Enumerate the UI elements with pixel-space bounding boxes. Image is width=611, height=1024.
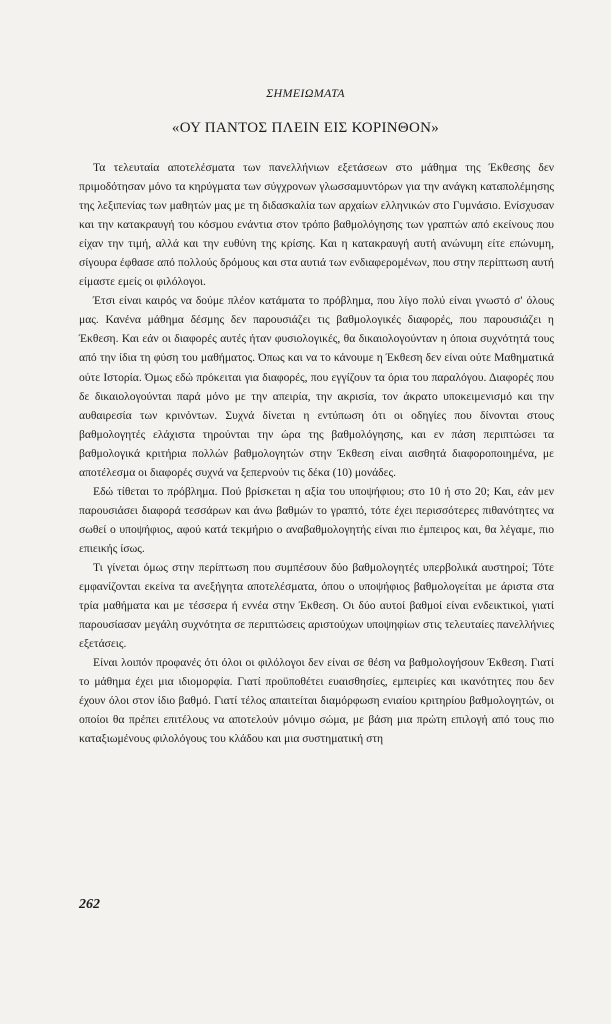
paragraph: Είναι λοιπόν προφανές ότι όλοι οι φιλόλογοι δεν είναι σε θέση να βαθμολογήσουν Έκθεση. Γιατί το μάθημα έχει μια ιδιομορφία. Γιατί προϋποθέτει ευαισθησίες, εμπειρίες και ικανότητες που δεν έχουν όλοι στον ίδιο βαθμό. Γιατί τέλος απαιτείται διαμόρφωση ενιαίου κριτηρίου βαθμολογητών, οι οποίοι θα πρέπει επιτέλους να αποτελούν μόνιμο σώμα, με βάση μια πρώτη επιλογή από τους πιο καταξιωμένους φιλολόγους του κλάδου και μια συστηματική στη: [79, 656, 554, 746]
paragraph: Τι γίνεται όμως στην περίπτωση που συμπέσουν δύο βαθμολογητές υπερβολικά αυστηροί; Τότε εμφανίζονται εκείνα τα ανεξήγητα αποτελέσματα, όπου ο υποψήφιος βαθμολογείται με άριστα στα τρία μαθήματα και με τέσσερα ή εννέα στην Έκθεση. Οι δύο αυτοί βαθμοί είναι ενδεικτικοί, γιατί παρουσίασαν μεγάλη συχνότητα σε περιπτώσεις αριστούχων υποψηφίων στις τελευταίες πανελλήνιες εξετάσεις.: [79, 560, 554, 651]
section-heading: ΣΗΜΕΙΩΜΑΤΑ: [266, 86, 345, 100]
paragraph: Τα τελευταία αποτελέσματα των πανελλήνιων εξετάσεων στο μάθημα της Έκθεσης δεν πριμοδότησαν μόνο τα κηρύγματα των σύγχρονων γλωσσαμυντόρων για την ανάγκη καταπολέμησης της λεξιπενίας των μαθητών μας με τη διδασκαλία των αρχαίων ελληνικών στο Γυμνάσιο. Ενίσχυσαν και την κατακραυγή του κόσμου ενάντια στον τρόπο βαθμολόγησης των γραπτών από εκείνους που είχαν την τιμή, αλλά και την ευθύνη της κρίσης. Και η κατακραυγή αυτή ανώνυμη είτε επώνυμη, σίγουρα έφθασε από πολλούς δρόμους και στα αυτιά των ενδιαφερομένων, που στην περίπτωση αυτή είμαστε εμείς οι φιλόλογοι.: [79, 161, 554, 289]
paragraph: Εδώ τίθεται το πρόβλημα. Πού βρίσκεται η αξία του υποψήφιου; στο 10 ή στο 20; Και, εάν μεν παρουσιάσει διαφορά τεσσάρων και άνω βαθμών το γραπτό, τότε έχει περισσότερες πιθανότητες να σωθεί ο υποψήφιος, αφού κατά τεκμήριο ο αναβαθμολογητής είναι πιο έμπειρος και, θα λέγαμε, πιο επιεικής ίσως.: [79, 484, 554, 555]
paragraph: Έτσι είναι καιρός να δούμε πλέον κατάματα το πρόβλημα, που λίγο πολύ είναι γνωστό σ' όλους μας. Κανένα μάθημα δέσμης δεν παρουσιάζει τις βαθμολογικές διαφορές, που παρουσιάζει η Έκθεση. Και εάν οι διαφορές αυτές ήταν φυσιολογικές, θα δικαιολογούνταν η όποια συχνότητά τους από την ίδια τη φύση του μαθήματος. Όπως και να το κάνουμε η Έκθεση δεν είναι ούτε Μαθηματικά ούτε Ιστορία. Όμως εδώ πρόκειται για διαφορές, που εγγίζουν τα όρια του παραλόγου. Διαφορές που δε δικαιολογούνται παρά μόνο με την απειρία, την ακρισία, τον άκρατο υποκειμενισμό και την αυθαιρεσία των κρινόντων. Συχνά δίνεται η εντύπωση ότι οι οδηγίες που δίνονται στους βαθμολογητές ελάχιστα τηρούνται την ώρα της βαθμολόγησης, και εν πάση περιπτώσει τα βαθμολογικά κριτήρια πολλών βαθμολογητών στην Έκθεση είναι αισθητά διαφοροποιημένα, με αποτέλεσμα οι διαφορές συχνά να ξεπερνούν τις δέκα (10) μονάδες.: [79, 294, 554, 479]
page-number: 262: [79, 897, 100, 912]
article-title: «ΟΥ ΠΑΝΤΟΣ ΠΛΕΙΝ ΕΙΣ ΚΟΡΙΝΘΟΝ»: [171, 120, 440, 136]
article-body: [79, 158, 554, 748]
